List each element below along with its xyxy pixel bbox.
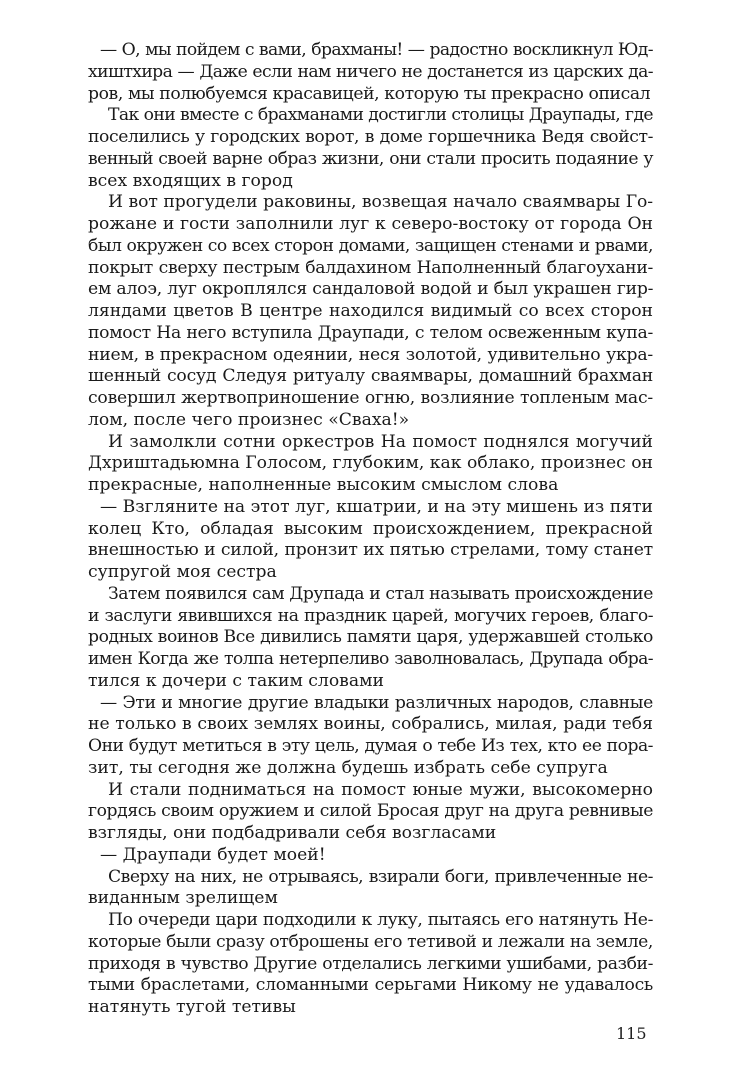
text-line: супругой моя сестра [88, 562, 277, 582]
text-line: всех входящих в город [88, 170, 293, 191]
text-line: По очереди цари подходили к луку, пытаясь его натянуть Не- [108, 910, 653, 930]
text-line: Сверху на них, не отрываясь, взирали боги, привлеченные не- [108, 866, 653, 887]
paragraph [88, 693, 653, 780]
text-line: тился к дочери с таким словами [88, 670, 384, 691]
text-line: — Эти и многие другие владыки различных народов, славные [100, 692, 653, 713]
text-line: покрыт сверху пестрым балдахином Наполненный благоухани- [88, 257, 653, 278]
paragraph [88, 867, 653, 911]
text-line: натянуть тугой тетивы [88, 997, 296, 1017]
page-number: 115 [616, 1024, 647, 1043]
text-line: лом, после чего произнес «Сваха!» [88, 409, 410, 430]
paragraph [88, 432, 653, 497]
text-line: которые были сразу отброшены его тетивой и лежали на земле, [88, 931, 653, 952]
paragraph [88, 192, 653, 431]
text-line: и заслуги явившихся на праздник царей, могучих героев, благо- [88, 605, 653, 626]
text-line: приходя в чувство Другие отделались легкими ушибами, разби- [88, 953, 653, 974]
text-line: ляндами цветов В центре находился видимый со всех сторон [88, 301, 653, 321]
text-line: И вот прогудели раковины, возвещая начало сваямвары Го- [108, 192, 653, 213]
paragraph [88, 497, 653, 584]
text-line: помост На него вступила Драупади, с телом освеженным купа- [88, 322, 653, 343]
text-line: И стали подниматься на помост юные мужи, высокомерно [108, 779, 653, 800]
text-line: внешностью и силой, пронзит их пятью стрелами, тому станет [88, 540, 653, 561]
text-line: имен Когда же толпа нетерпеливо заволновалась, Друпада обра- [88, 649, 653, 669]
text-line: нием, в прекрасном одеянии, неся золотой, удивительно укра- [88, 344, 653, 365]
text-line: ров, мы полюбуемся красавицей, которую ты прекрасно описал [88, 83, 651, 104]
text-line: взгляды, они подбадривали себя возгласами [88, 823, 497, 843]
text-line: был окружен со всех сторон домами, защищен стенами и рвами, [88, 235, 653, 256]
paragraph [88, 780, 653, 845]
text-line: гордясь своим оружием и силой Бросая друг на друга ревнивые [88, 801, 653, 822]
text-line: родных воинов Все дивились памяти царя, удержавшей столько [88, 627, 653, 648]
paragraph [88, 40, 653, 105]
text-line: хиштхира — Даже если нам ничего не достанется из царских да- [88, 61, 653, 82]
text-line: совершил жертвоприношение огню, возлияние топленым мас- [88, 388, 653, 408]
book-page [88, 40, 653, 1019]
text-line: зит, ты сегодня же должна будешь избрать себе супруга [88, 757, 608, 778]
text-line: — Драупади будет моей! [100, 844, 326, 865]
page-text [88, 40, 653, 1019]
text-line: Они будут метиться в эту цель, думая о тебе Из тех, кто ее пора- [88, 736, 653, 756]
text-line: рожане и гости заполнили луг к северо-востоку от города Он [88, 214, 653, 234]
text-line: колец Кто, обладая высоким происхождением, прекрасной [88, 518, 653, 539]
text-line: шенный сосуд Следуя ритуалу сваямвары, домашний брахман [88, 366, 653, 387]
text-line: не только в своих землях воины, собрались, милая, ради тебя [88, 714, 653, 735]
paragraph [88, 105, 653, 192]
paragraph [88, 584, 653, 693]
text-line: прекрасные, наполненные высоким смыслом слова [88, 475, 559, 495]
text-line: Так они вместе с брахманами достигли столицы Драупады, где [108, 105, 653, 126]
text-line: — Взгляните на этот луг, кшатрии, и на эту мишень из пяти [100, 496, 653, 517]
text-line: поселились у городских ворот, в доме горшечника Ведя свойст- [88, 127, 653, 147]
paragraph [88, 910, 653, 1019]
text-line: Затем появился сам Друпада и стал называть происхождение [108, 583, 653, 604]
paragraph [88, 845, 653, 867]
text-line: тыми браслетами, сломанными серьгами Никому не удавалось [88, 975, 653, 996]
text-line: ем алоэ, луг окроплялся сандаловой водой и был украшен гир- [88, 279, 654, 300]
text-line: — О, мы пойдем с вами, брахманы! — радостно воскликнул Юд- [100, 40, 653, 60]
text-line: венный своей варне образ жизни, они стали просить подаяние у [88, 148, 653, 169]
text-line: И замолкли сотни оркестров На помост поднялся могучий [108, 431, 653, 452]
text-line: Дхриштадьюмна Голосом, глубоким, как облако, произнес он [88, 453, 654, 474]
text-line: виданным зрелищем [88, 888, 278, 909]
